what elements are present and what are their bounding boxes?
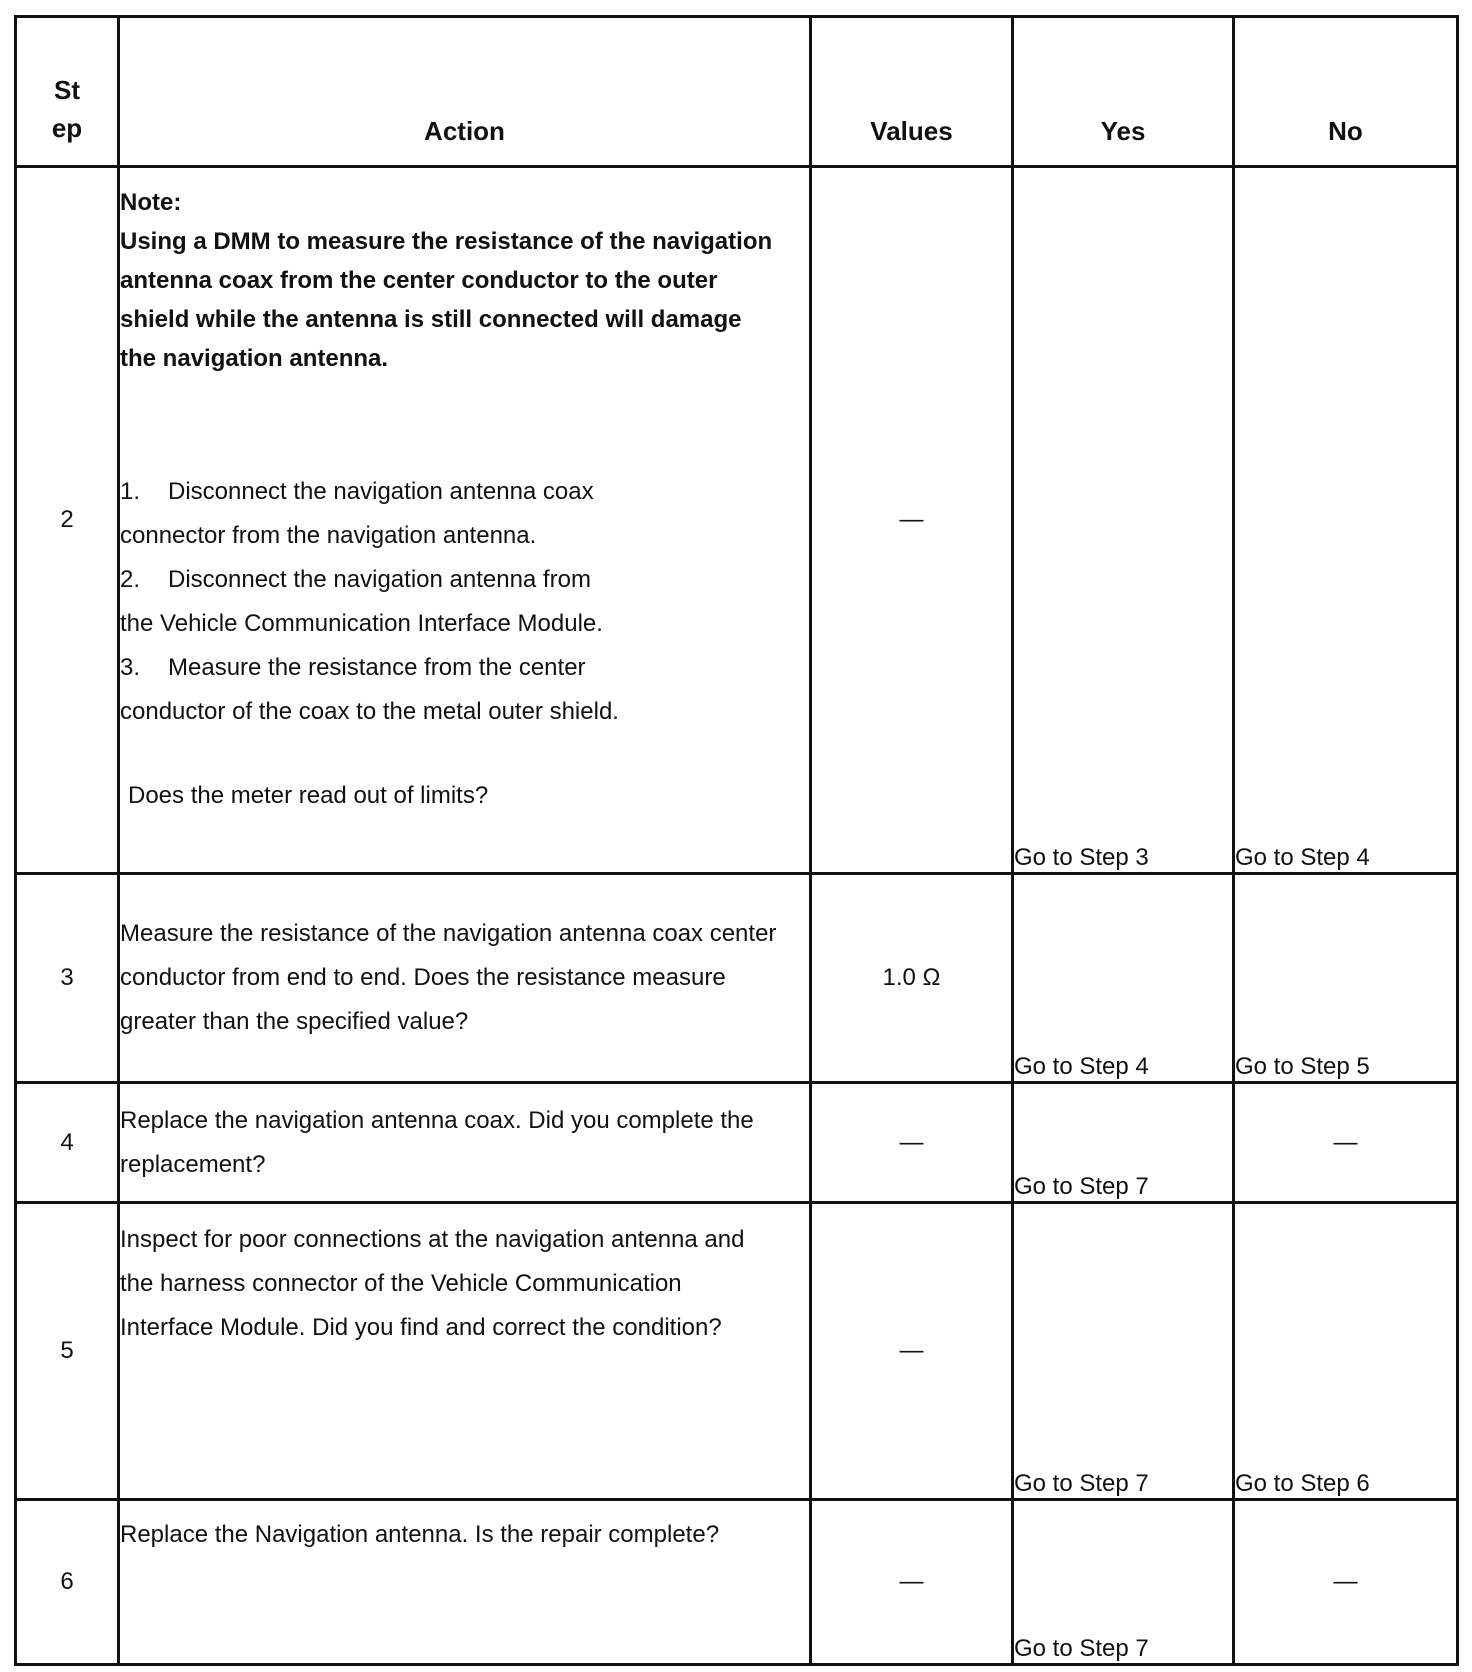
header-action: Action	[119, 17, 811, 167]
header-step-line2: ep	[51, 113, 83, 143]
no-cell: —	[1234, 1083, 1458, 1203]
table-row	[16, 874, 1458, 1083]
list-item-text-cont: the Vehicle Communication Interface Module.	[120, 610, 603, 637]
no-cell: Go to Step 5	[1234, 874, 1458, 1083]
list-item-number: 2.	[120, 566, 141, 593]
yes-cell: Go to Step 4	[1013, 874, 1234, 1083]
action-cell	[119, 1203, 811, 1500]
header-no: No	[1234, 17, 1458, 167]
no-cell: —	[1234, 1500, 1458, 1665]
yes-cell: Go to Step 7	[1013, 1083, 1234, 1203]
table-row	[16, 1203, 1458, 1500]
procedure-list	[120, 470, 809, 734]
yes-cell: Go to Step 7	[1013, 1500, 1234, 1665]
diagnostic-table	[14, 15, 1459, 1666]
question-text: Does the meter read out of limits?	[128, 782, 489, 809]
action-cell	[119, 1083, 811, 1203]
list-item	[120, 558, 809, 646]
yes-cell: Go to Step 7	[1013, 1203, 1234, 1500]
list-item-number: 1.	[120, 478, 141, 505]
step-number: 3	[16, 874, 119, 1083]
header-step-line1: St	[54, 75, 80, 105]
list-item	[120, 646, 809, 734]
values-cell: 1.0 Ω	[811, 874, 1013, 1083]
step-number: 4	[16, 1083, 119, 1203]
list-item-number: 3.	[120, 654, 141, 681]
action-text: Measure the resistance of the navigation antenna coax center conductor from end to end. Does the resistance measure greater than the specified value?	[120, 920, 777, 1035]
no-cell: Go to Step 4	[1234, 167, 1458, 874]
step-number: 2	[16, 167, 119, 874]
list-item-text-cont: conductor of the coax to the metal outer shield.	[120, 698, 619, 725]
list-item-text: Disconnect the navigation antenna coax	[168, 478, 594, 505]
values-cell: —	[811, 1203, 1013, 1500]
note-title: Note:	[120, 189, 182, 216]
step-number: 6	[16, 1500, 119, 1665]
header-row	[16, 17, 1458, 167]
yes-cell: Go to Step 3	[1013, 167, 1234, 874]
table-row	[16, 1500, 1458, 1665]
values-cell: —	[811, 1083, 1013, 1203]
values-cell: —	[811, 167, 1013, 874]
list-item-text: Disconnect the navigation antenna from	[168, 566, 591, 593]
header-step	[16, 17, 119, 167]
table-row	[16, 1083, 1458, 1203]
action-text: Replace the navigation antenna coax. Did you complete the replacement?	[120, 1106, 754, 1178]
note-body: Using a DMM to measure the resistance of the navigation antenna coax from the center conductor to the outer shield while the antenna is still connected will damage the navigation antenna.	[120, 228, 773, 372]
no-cell: Go to Step 6	[1234, 1203, 1458, 1500]
action-cell	[119, 167, 811, 874]
list-item-text: Measure the resistance from the center	[168, 654, 586, 681]
header-yes: Yes	[1013, 17, 1234, 167]
action-cell	[119, 1500, 811, 1665]
action-cell	[119, 874, 811, 1083]
table-row	[16, 167, 1458, 874]
action-text: Replace the Navigation antenna. Is the repair complete?	[120, 1521, 720, 1548]
step-number: 5	[16, 1203, 119, 1500]
values-cell: —	[811, 1500, 1013, 1665]
action-text: Inspect for poor connections at the navigation antenna and the harness connector of the Vehicle Communication Interface Module. Did you find and correct the condition?	[120, 1226, 745, 1341]
list-item-text-cont: connector from the navigation antenna.	[120, 522, 537, 549]
header-values: Values	[811, 17, 1013, 167]
list-item	[120, 470, 809, 558]
